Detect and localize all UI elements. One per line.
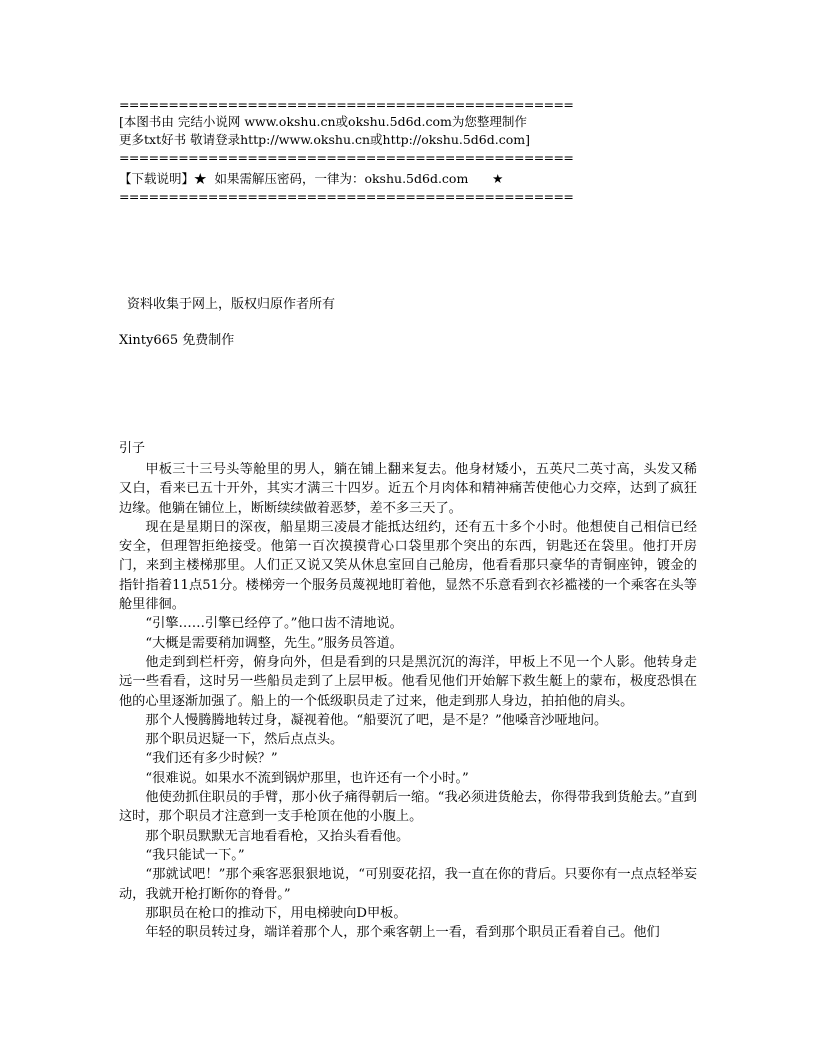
header-rule-middle: ============================================== <box>119 150 574 165</box>
chapter-title: 引子 <box>119 441 146 456</box>
paragraph: “引擎……引擎已经停了。”他口齿不清地说。 <box>145 616 403 632</box>
header-source-line: [本图书由 完结小说网 www.okshu.cn或okshu.5d6d.com为您整理制作 <box>119 114 527 129</box>
paragraph: 那职员在枪口的推动下，用电梯驶向D甲板。 <box>145 905 407 921</box>
paragraph: 年轻的职员转过身，端详着那个人，那个乘客朝上一看，看到那个职员正看着自己。他们 <box>145 925 660 941</box>
header-rule-bottom: ============================================== <box>119 189 574 204</box>
download-note: 【下载说明】★ 如果需解压密码，一律为：okshu.5d6d.com ★ <box>119 171 504 186</box>
copyright-notice: 资料收集于网上，版权归原作者所有 <box>127 297 336 312</box>
paragraph: “大概是需要稍加调整，先生。”服务员答道。 <box>145 635 403 651</box>
paragraph: 甲板三十三号头等舱里的男人，躺在铺上翻来复去。他身材矮小，五英尺二英寸高，头发又稀又白，看来已五十开外，其实才满三十四岁。近五个月肉体和精神痛苦使他心力交瘁，达到了疯狂边缘。他躺在铺位上，断断续续做着恶梦，差不多三天了。 <box>119 462 697 516</box>
paragraph: 那个职员迟疑一下，然后点点头。 <box>145 732 344 748</box>
header-website-line: 更多txt好书 敬请登录http://www.okshu.cn或http://okshu.5d6d.com] <box>119 132 530 147</box>
credit-line: Xinty665 免费制作 <box>119 333 235 348</box>
paragraph: 他走到到栏杆旁，俯身向外，但是看到的只是黑沉沉的海洋，甲板上不见一个人影。他转身走远一些看看，这时另一些船员走到了上层甲板。他看见他们开始解下救生艇上的蒙布，极度恐惧在他的心里逐渐加强了。船上的一个低级职员走了过来，他走到那人身边，拍拍他的肩头。 <box>119 654 697 709</box>
paragraph: “很难说。如果水不流到锅炉那里，也许还有一个小时。” <box>145 770 469 786</box>
paragraph: “那就试吧！”那个乘客恶狠狠地说，“可别耍花招，我一直在你的背后。只要你有一点点轻举妄动，我就开枪打断你的脊骨。” <box>119 867 697 902</box>
paragraph: 他使劲抓住职员的手臂，那小伙子痛得朝后一缩。“我必须进货舱去，你得带我到货舱去。”直到这时，那个职员才注意到一支手枪顶在他的小腹上。 <box>119 790 697 825</box>
paragraph: “我只能试一下。” <box>145 847 245 863</box>
header-rule-top: ============================================== <box>119 97 574 112</box>
paragraph: 那个职员默默无言地看看枪，又抬头看看他。 <box>145 828 410 844</box>
paragraph: 那个人慢腾腾地转过身，凝视着他。“船要沉了吧，是不是？”他嗓音沙哑地问。 <box>145 712 608 728</box>
body-text <box>119 460 697 942</box>
paragraph: “我们还有多少时候？” <box>145 751 278 767</box>
paragraph: 现在是星期日的深夜，船星期三凌晨才能抵达纽约，还有五十多个小时。他想使自己相信已经安全，但理智拒绝接受。他第一百次摸摸背心口袋里那个突出的东西，钥匙还在袋里。他打开房门，来到主楼梯那里。人们正又说又笑从休息室回自己舱房，他看看那只豪华的青铜座钟，镀金的指针指着11点51分。楼梯旁一个服务员蔑视地盯着他，显然不乐意看到衣衫褴褛的一个乘客在头等舱里徘徊。 <box>119 519 697 613</box>
